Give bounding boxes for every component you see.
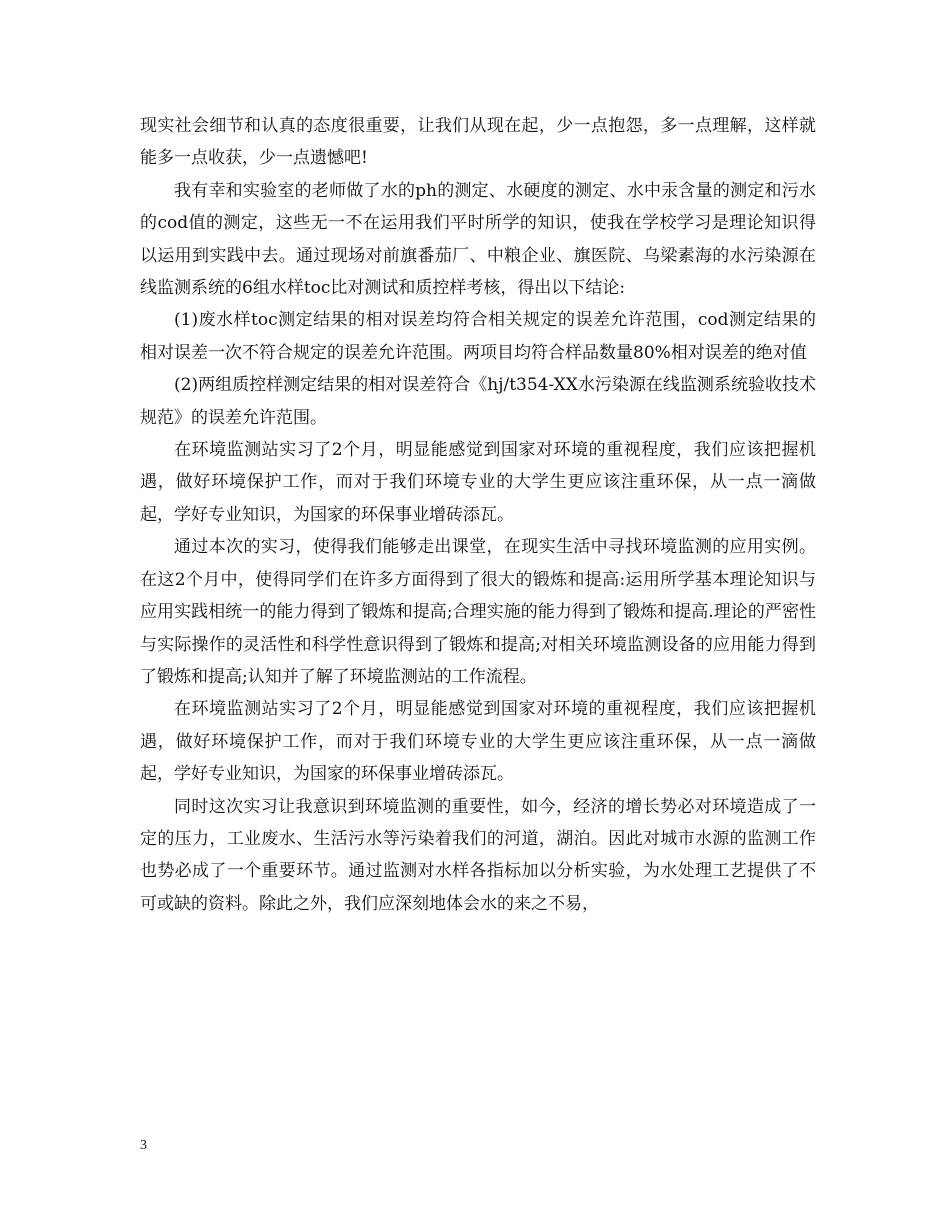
paragraph-continuation: 现实社会细节和认真的态度很重要，让我们从现在起，少一点抱怨，多一点理解，这样就能多一点收获，少一点遗憾吧! [140, 116, 816, 169]
paragraph-conclusion-1: (1)废水样toc测定结果的相对误差均符合相关规定的误差允许范围，cod测定结果的相对误差一次不符合规定的误差允许范围。两项目均符合样品数量80%相对误差的绝对值 [140, 310, 816, 363]
paragraph-internship-gains: 通过本次的实习，使得我们能够走出课堂，在现实生活中寻找环境监测的应用实例。在这2个月中，使得同学们在许多方面得到了很大的锻炼和提高:运用所学基本理论知识与应用实践相统一的能力得到了锻炼和提高;合理实施的能力得到了锻炼和提高.理论的严密性与实际操作的灵活性和科学性意识得到了锻炼和提高;对相关环境监测设备的应用能力得到了锻炼和提高;认知并了解了环境监测站的工作流程。 [140, 537, 816, 687]
paragraph-lab-tests: 我有幸和实验室的老师做了水的ph的测定、水硬度的测定、水中汞含量的测定和污水的cod值的测定，这些无一不在运用我们平时所学的知识，使我在学校学习是理论知识得以运用到实践中去。通过现场对前旗番茄厂、中粮企业、旗医院、乌梁素海的水污染源在线监测系统的6组水样toc比对测试和质控样考核，得出以下结论: [140, 180, 816, 299]
paragraph-conclusion-2: (2)两组质控样测定结果的相对误差符合《hj/t354-XX水污染源在线监测系统验收技术规范》的误差允许范围。 [140, 375, 816, 428]
page-number: 3 [140, 1138, 147, 1153]
paragraph-monitoring-importance: 同时这次实习让我意识到环境监测的重要性，如今，经济的增长势必对环境造成了一定的压力，工业废水、生活污水等污染着我们的河道，湖泊。因此对城市水源的监测工作也势必成了一个重要环节。通过监测对水样各指标加以分析实验，为水处理工艺提供了不可或缺的资料。除此之外，我们应深刻地体会水的来之不易， [140, 796, 816, 914]
document-body [140, 110, 816, 920]
paragraph-internship-reflection: 在环境监测站实习了2个月，明显能感觉到国家对环境的重视程度，我们应该把握机遇，做好环境保护工作，而对于我们环境专业的大学生更应该注重环保，从一点一滴做起，学好专业知识，为国家的环保事业增砖添瓦。 [140, 440, 816, 525]
paragraph-internship-reflection-repeat: 在环境监测站实习了2个月，明显能感觉到国家对环境的重视程度，我们应该把握机遇，做好环境保护工作，而对于我们环境专业的大学生更应该注重环保，从一点一滴做起，学好专业知识，为国家的环保事业增砖添瓦。 [140, 699, 816, 785]
